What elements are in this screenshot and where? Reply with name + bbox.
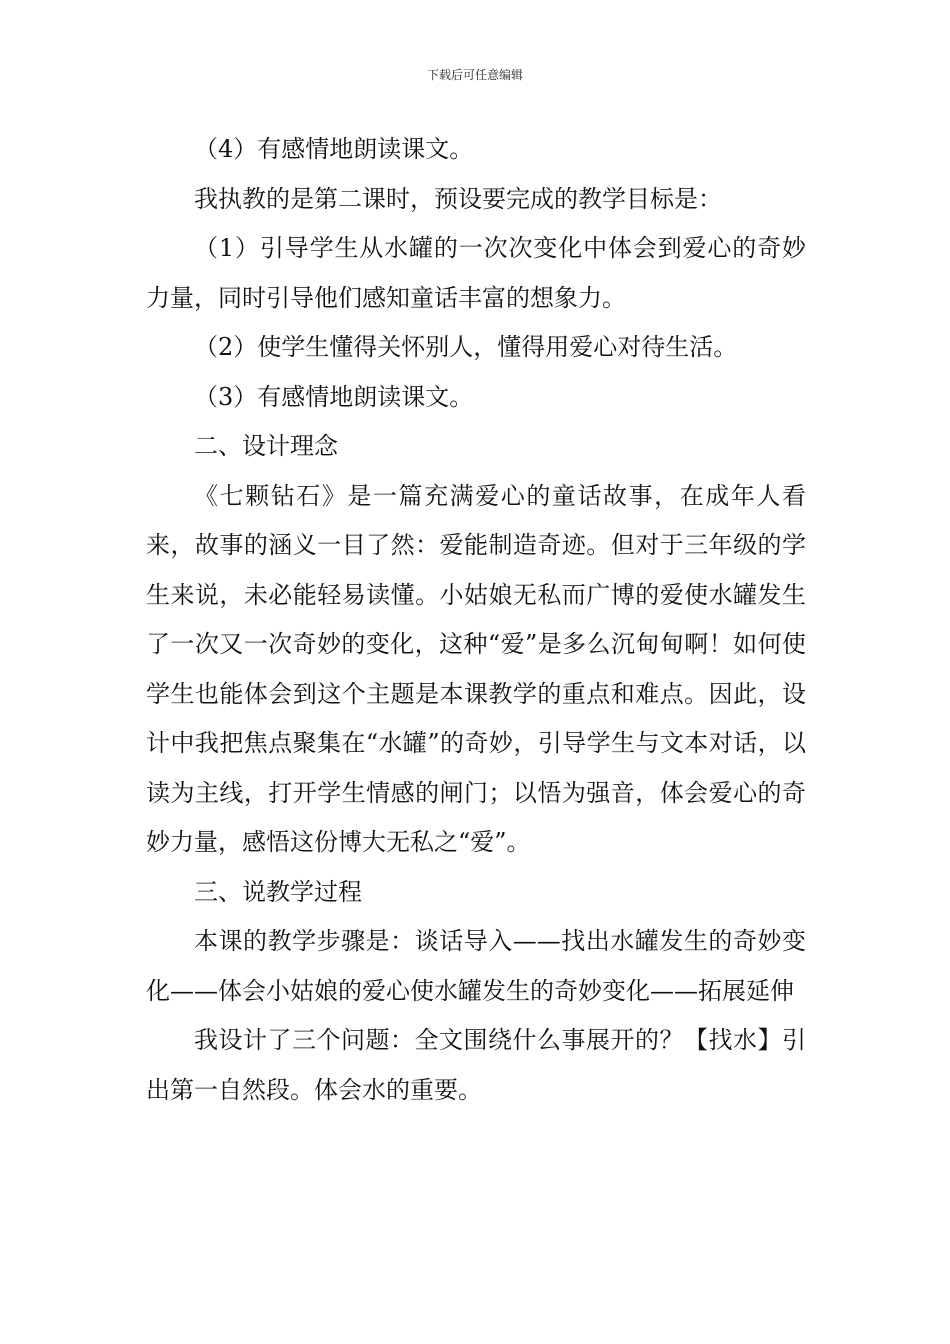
paragraph-objective-3: （3）有感情地朗读课文。 — [194, 382, 474, 411]
paragraph-teaching-steps: 本课的教学步骤是：谈话导入——找出水罐发生的奇妙变化——体会小姑娘的爱心使水罐发生的奇妙变化——拓展延伸 — [146, 927, 806, 1005]
section-heading-design-concept: 二、设计理念 — [194, 432, 338, 460]
paragraph-objective-4: （4）有感情地朗读课文。 — [194, 135, 474, 163]
paragraph-objective-2: （2）使学生懂得关怀别人，懂得用爱心对待生活。 — [194, 333, 738, 361]
paragraph-objective-1: （1）引导学生从水罐的一次次变化中体会到爱心的奇妙力量，同时引导他们感知童话丰富的想象力。 — [146, 234, 806, 312]
section-heading-teaching-process: 三、说教学过程 — [194, 877, 362, 906]
document-body — [146, 125, 806, 1115]
paragraph-design-concept: 《七颗钻石》是一篇充满爱心的童话故事，在成年人看来，故事的涵义一目了然：爱能制造奇迹。但对于三年级的学生来说，未必能轻易读懂。小姑娘无私而广博的爱使水罐发生了一次又一次奇妙的变化，这种“爱”是多么沉甸甸啊！如何使学生也能体会到这个主题是本课教学的重点和难点。因此，设计中我把焦点聚集在“水罐”的奇妙，引导学生与文本对话，以读为主线，打开学生情感的闸门；以悟为强音，体会爱心的奇妙力量，感悟这份博大无私之“爱”。 — [146, 481, 806, 856]
page-header-note: 下载后可任意编辑 — [426, 68, 523, 82]
paragraph-lesson-intro: 我执教的是第二课时，预设要完成的教学目标是： — [194, 184, 722, 213]
paragraph-three-questions: 我设计了三个问题：全文围绕什么事展开的？【找水】引出第一自然段。体会水的重要。 — [146, 1026, 806, 1104]
